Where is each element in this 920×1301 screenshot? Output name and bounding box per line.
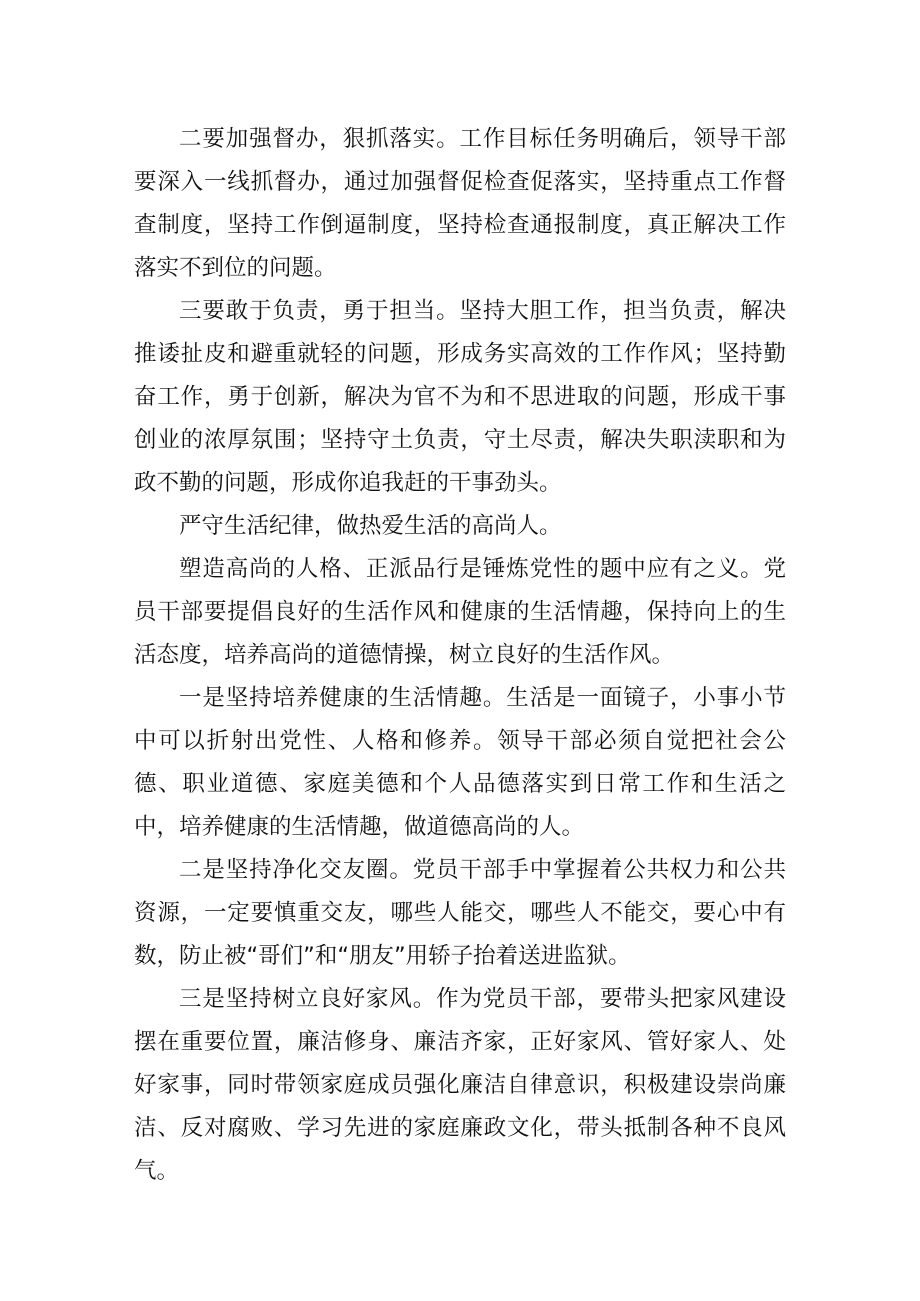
document-body: [134, 118, 786, 1193]
paragraph-healthy-life: 一是坚持培养健康的生活情趣。生活是一面镜子，小事小节中可以折射出党性、人格和修养。领导干部必须自觉把社会公德、职业道德、家庭美德和个人品德落实到日常工作和生活之中，培养健康的生活情趣，做道德高尚的人。: [134, 685, 786, 840]
paragraph-noble-character: 塑造高尚的人格、正派品行是锤炼党性的题中应有之义。党员干部要提倡良好的生活作风和健康的生活情趣，保持向上的生活态度，培养高尚的道德情操，树立良好的生活作风。: [134, 556, 786, 668]
paragraph-family-style: 三是坚持树立良好家风。作为党员干部，要带头把家风建设摆在重要位置，廉洁修身、廉洁齐家，正好家风、管好家人、处好家事，同时带领家庭成员强化廉洁自律意识，积极建设崇尚廉洁、反对腐败、学习先进的家庭廉政文化，带头抵制各种不良风气。: [134, 986, 786, 1184]
paragraph-supervision: 二要加强督办，狠抓落实。工作目标任务明确后，领导干部要深入一线抓督办，通过加强督促检查促落实，坚持重点工作督查制度，坚持工作倒逼制度，坚持检查通报制度，真正解决工作落实不到位的问题。: [134, 126, 786, 281]
paragraph-friend-circle: 二是坚持净化交友圈。党员干部手中掌握着公共权力和公共资源，一定要慎重交友，哪些人能交，哪些人不能交，要心中有数，防止被“哥们”和“朋友”用轿子抬着送进监狱。: [134, 857, 786, 969]
paragraph-responsibility: 三要敢于负责，勇于担当。坚持大胆工作，担当负责，解决推诿扯皮和避重就轻的问题，形成务实高效的工作作风；坚持勤奋工作，勇于创新，解决为官不为和不思进取的问题，形成干事创业的浓厚氛围；坚持守土负责，守土尽责，解决失职渎职和为政不勤的问题，形成你追我赶的干事劲头。: [134, 298, 786, 496]
paragraph-section-heading: 严守生活纪律，做热爱生活的高尚人。: [179, 513, 562, 539]
